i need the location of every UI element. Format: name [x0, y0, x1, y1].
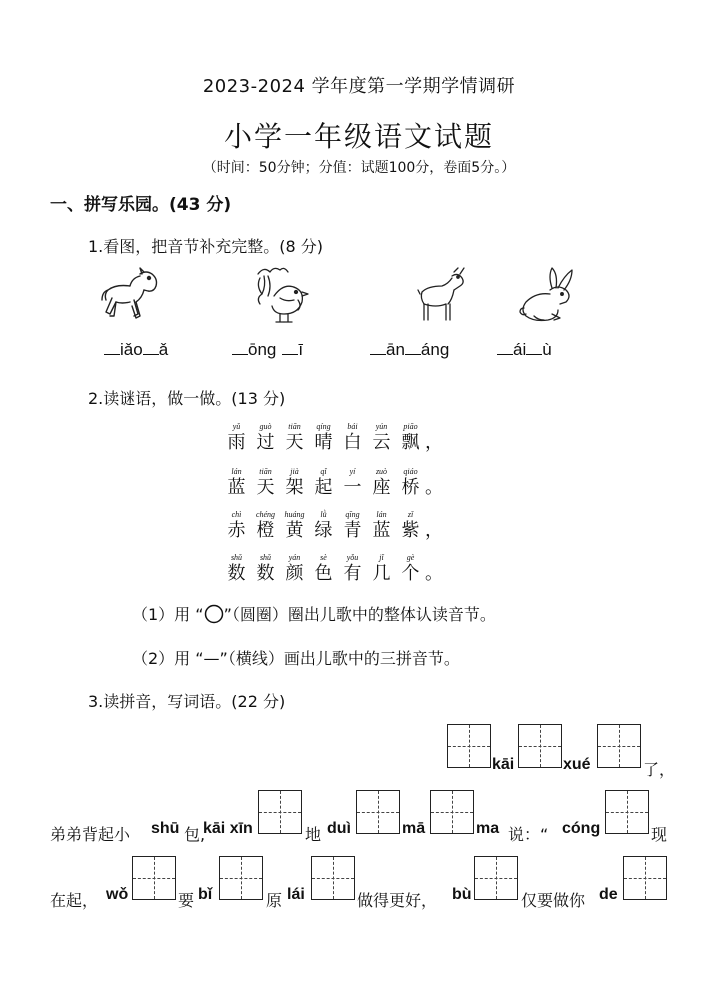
text-segment: 现 [651, 825, 668, 844]
rabbit-icon [518, 266, 578, 326]
pinyin-blank-2[interactable]: ōng ī [232, 340, 303, 360]
pinyin-prompt: mā [402, 820, 426, 837]
text-segment: 地 [305, 825, 322, 844]
writing-box[interactable] [132, 856, 176, 900]
text-segment: 包, [184, 825, 206, 844]
goat-icon [416, 266, 468, 326]
question-1-prompt: 1.看图，把音节补充完整。(8 分) [88, 237, 324, 256]
writing-box[interactable] [356, 790, 400, 834]
rooster-icon [252, 266, 310, 326]
task-1: （1）用 “ ”（圆圈）圈出儿歌中的整体认读音节。 [132, 605, 496, 624]
pinyin-prompt: xué [563, 756, 591, 773]
writing-box[interactable] [219, 856, 263, 900]
pinyin-prompt: lái [287, 886, 305, 903]
question-2-prompt: 2.读谜语，做一做。(13 分) [88, 389, 286, 408]
poem-line-4: shǔ 数 shǔ 数 yán 颜 sè 色 yǒu 有 jǐ 几 gè 个 。 [227, 553, 443, 584]
text-segment: 了， [643, 760, 676, 779]
pinyin-prompt: duì [327, 820, 351, 837]
pinyin-prompt: bù [452, 886, 472, 903]
text-segment: 弟弟背起小 [50, 825, 131, 844]
text-segment: 原 [266, 891, 283, 910]
writing-box[interactable] [597, 724, 641, 768]
section-heading: 一、拼写乐园。(43 分) [50, 195, 232, 215]
poem-line-3: chì 赤 chéng 橙 huáng 黄 lǜ 绿 qīng 青 lán 蓝 zǐ 紫 ， [227, 510, 443, 541]
circle-icon [204, 604, 224, 624]
text-segment: 仅要做你 [521, 891, 586, 910]
writing-box[interactable] [605, 790, 649, 834]
exam-header-year: 2023-2024 学年度第一学期学情调研 [202, 76, 516, 97]
pinyin-blank-3[interactable]: ān áng [370, 340, 449, 360]
writing-box[interactable] [447, 724, 491, 768]
pinyin-blank-1[interactable]: iǎo ǎ [104, 340, 168, 360]
question-3-prompt: 3.读拼音，写词语。(22 分) [88, 692, 286, 711]
pinyin-prompt: de [599, 886, 618, 903]
page-title: 小学一年级语文试题 [223, 120, 494, 153]
pinyin-prompt: shū [151, 820, 180, 837]
text-segment: 说：“ [508, 825, 549, 844]
pinyin-blank-4[interactable]: ái ù [497, 340, 552, 360]
pinyin-prompt: wǒ [106, 886, 129, 903]
pinyin-prompt: kāi xīn [203, 820, 253, 837]
pinyin-prompt: kāi [492, 756, 515, 773]
task-2: （2）用 “—”（横线）画出儿歌中的三拼音节。 [132, 649, 460, 668]
exam-info: （时间：50分钟；分值：试题100分，卷面5分。） [202, 160, 516, 176]
text-segment: 做得更好， [357, 891, 438, 910]
writing-box[interactable] [258, 790, 302, 834]
pinyin-prompt: bǐ [198, 886, 213, 903]
poem-line-2: lán 蓝 tiān 天 jià 架 qǐ 起 yí 一 zuò 座 qiáo 桥 。 [227, 467, 443, 498]
writing-box[interactable] [623, 856, 667, 900]
pinyin-prompt: ma [476, 820, 500, 837]
pinyin-prompt: cóng [562, 820, 601, 837]
writing-box[interactable] [518, 724, 562, 768]
horse-icon [100, 266, 166, 326]
text-segment: 要 [178, 891, 195, 910]
poem-line-1: yǔ 雨 guò 过 tiān 天 qíng 晴 bái 白 yún 云 piāo 飘 ， [227, 422, 443, 453]
writing-box[interactable] [474, 856, 518, 900]
text-segment: 在起， [50, 891, 99, 910]
writing-box[interactable] [311, 856, 355, 900]
writing-box[interactable] [430, 790, 474, 834]
